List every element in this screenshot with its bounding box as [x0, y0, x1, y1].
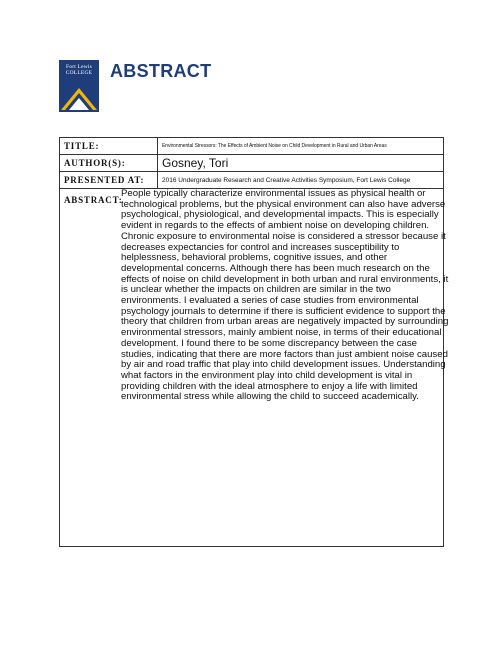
- author-label: AUTHOR(S):: [60, 155, 158, 171]
- presented-row: [60, 172, 443, 189]
- title-value: Environmental Stressors: The Effects of Ambient Noise on Child Development in Rural and Urban Areas: [162, 143, 387, 149]
- presented-label: PRESENTED AT:: [60, 172, 158, 188]
- title-label: TITLE:: [60, 138, 158, 154]
- logo-text: [59, 64, 99, 76]
- presented-value: 2016 Undergraduate Research and Creative Activities Symposium, Fort Lewis College: [162, 176, 411, 184]
- page-title: ABSTRACT: [110, 61, 212, 81]
- logo-line-1: Fort Lewis: [66, 64, 92, 70]
- author-value: Gosney, Tori: [162, 156, 229, 170]
- title-row: [60, 138, 443, 155]
- author-row: [60, 155, 443, 172]
- abstract-form: [59, 137, 449, 547]
- abstract-label: ABSTRACT:: [64, 195, 123, 205]
- college-logo: [59, 60, 99, 112]
- logo-line-2: COLLEGE: [65, 70, 93, 76]
- abstract-text: People typically characterize environmental issues as physical health or technological problems, but the physical environment can also have adverse psychological, physiological, and developmental impacts. This is especially evident in regards to the effects of ambient noise on developing children. Chronic exposure to environmental noise is considered a stressor because it decreases expectancies for control and increases susceptibility to helplessness, behavioral problems, cognitive issues, and other developmental concerns. Although there has been much research on the effects of noise on child development in both urban and rural environments, it is unclear whether the impacts on children are similar in the two environments. I evaluated a series of case studies from environmental psychology journals to determine if there is sufficient evidence to support the theory that children from urban areas are negatively impacted by surrounding environmental stressors, mainly ambient noise, in terms of their educational development. I found there to be some discrepancy between the case studies, indicating that there are more factors than just ambient noise caused by air and road traffic that play into child development issues. Understanding what factors in the environment play into child development is vital in providing children with the ideal atmosphere to enjoy a life with limited environmental stress while allowing the child to succeed academically.: [121, 188, 449, 403]
